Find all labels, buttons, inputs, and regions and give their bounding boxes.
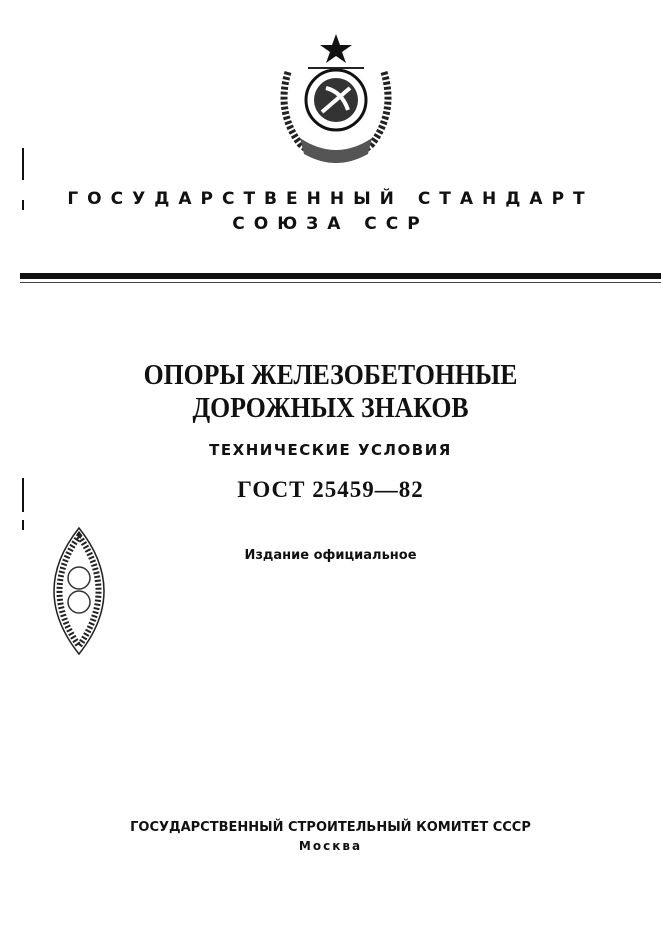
- edition-label: Издание официальное: [244, 548, 417, 563]
- publication-city: Москва: [298, 839, 363, 853]
- gost-number: ГОСТ 25459—82: [237, 477, 424, 502]
- library-stamp: [34, 524, 124, 658]
- document-title-line-1: ОПОРЫ ЖЕЛЕЗОБЕТОННЫЕ: [143, 360, 518, 391]
- header-line-2: СОЮЗА ССР: [232, 214, 429, 234]
- margin-mark: [22, 520, 24, 530]
- margin-mark: [22, 148, 24, 180]
- header-line-1: ГОСУДАРСТВЕННЫЙ СТАНДАРТ: [67, 189, 594, 209]
- publisher: ГОСУДАРСТВЕННЫЙ СТРОИТЕЛЬНЫЙ КОМИТЕТ СССР: [130, 820, 531, 835]
- ussr-emblem: [270, 32, 402, 172]
- divider-thick: [20, 273, 661, 279]
- document-subtitle: ТЕХНИЧЕСКИЕ УСЛОВИЯ: [209, 441, 452, 459]
- document-title-line-2: ДОРОЖНЫХ ЗНАКОВ: [192, 393, 469, 424]
- divider-thin: [20, 282, 661, 283]
